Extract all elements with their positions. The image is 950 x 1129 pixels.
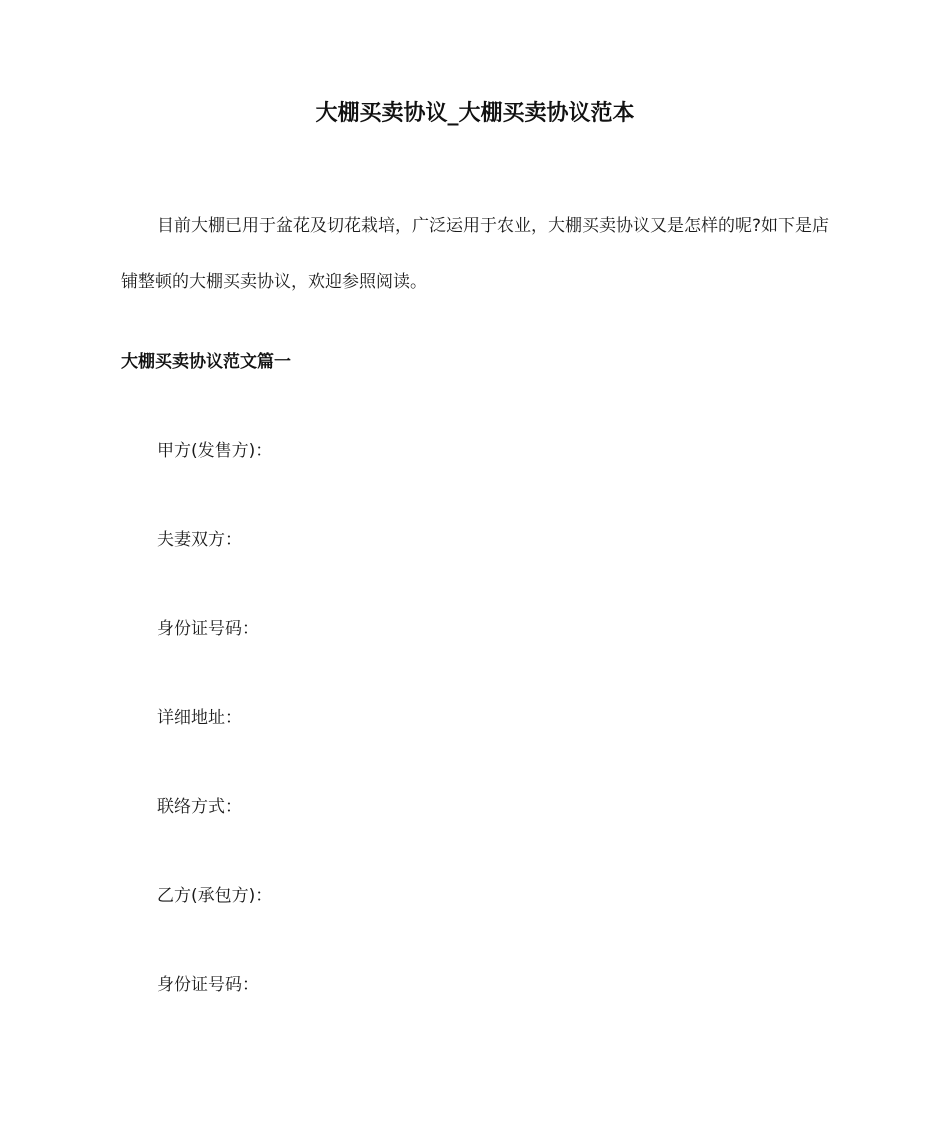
field-id-number-b: 身份证号码： xyxy=(157,975,259,995)
field-address: 详细地址： xyxy=(157,708,242,728)
section-heading: 大棚买卖协议范文篇一 xyxy=(121,352,291,372)
field-contact: 联络方式： xyxy=(157,797,242,817)
field-party-a: 甲方(发售方)： xyxy=(157,441,273,461)
field-spouses: 夫妻双方： xyxy=(157,530,242,550)
document-title: 大棚买卖协议_大棚买卖协议范本 xyxy=(315,101,635,126)
intro-paragraph: 目前大棚已用于盆花及切花栽培，广泛运用于农业，大棚买卖协议又是怎样的呢?如下是店铺整顿的大棚买卖协议，欢迎参照阅读。 xyxy=(121,216,830,292)
field-party-b: 乙方(承包方)： xyxy=(157,886,273,906)
field-id-number-a: 身份证号码： xyxy=(157,619,259,639)
